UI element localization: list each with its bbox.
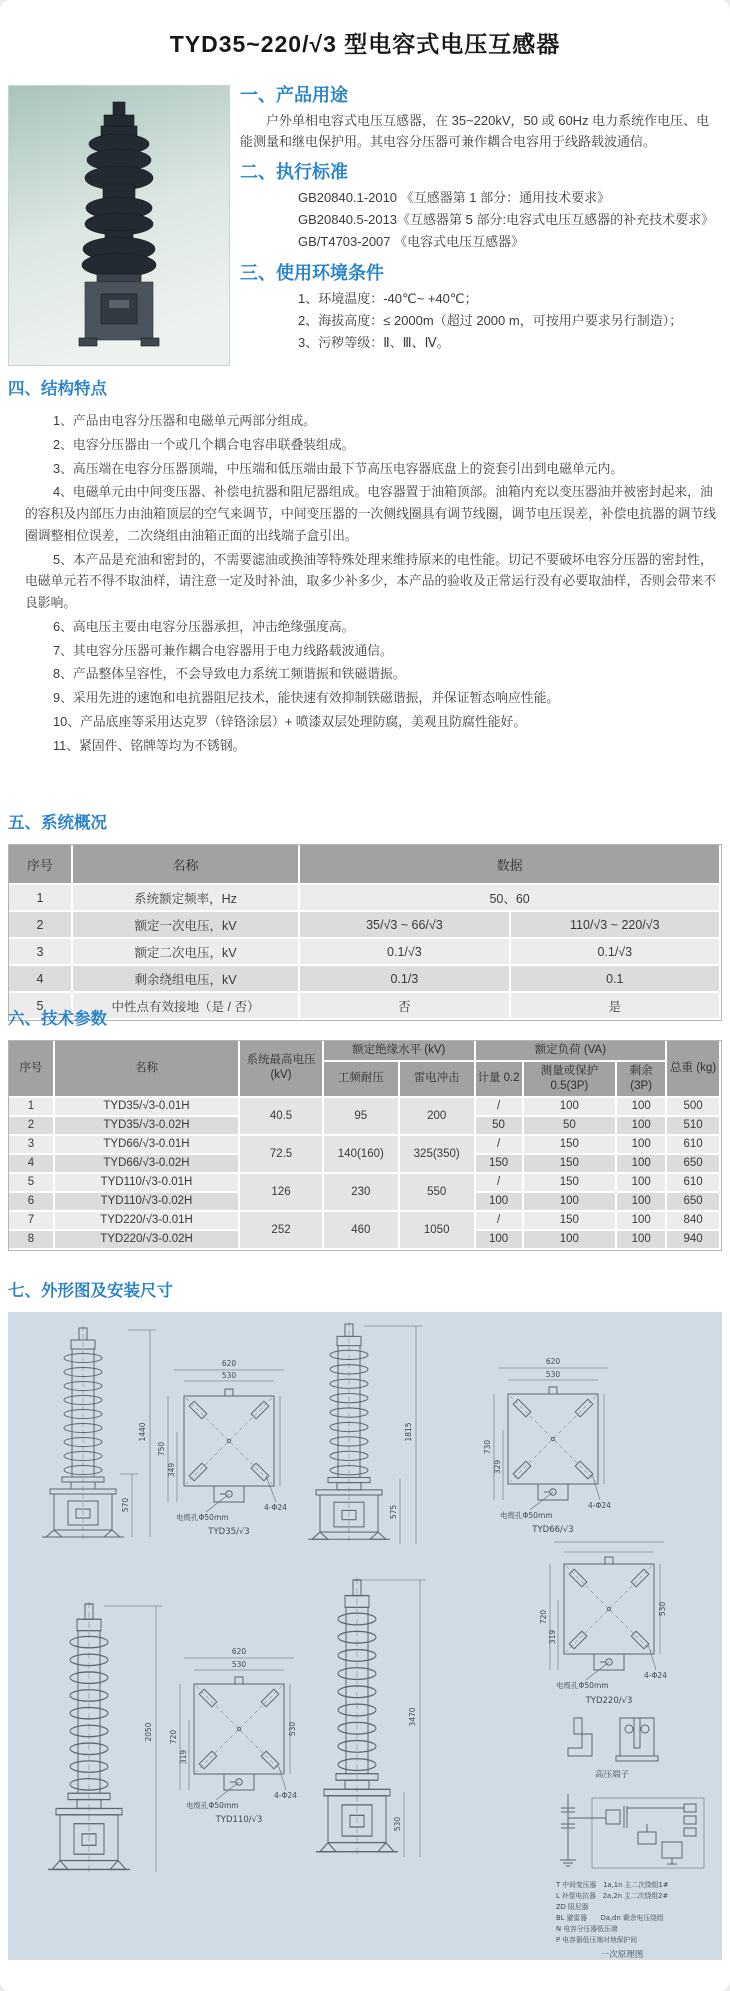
tyd35-top-view [157,1359,287,1537]
right-column [240,85,722,364]
cell: 2 [9,1117,55,1136]
cell: 50 [476,1117,524,1136]
section-structure-features [8,378,722,758]
cell: 0.1/√3 [300,939,510,966]
table-row [9,912,721,939]
table-row [9,966,721,993]
cell: 252 [240,1212,324,1250]
tyd220-side-view [316,1577,426,1857]
cell: 35/√3 ~ 66/√3 [300,912,510,939]
column-header: 剩余 (3P) [617,1062,667,1098]
dim-label: 1815 [404,1422,413,1442]
feature-item: 9、采用先进的速饱和电抗器阻尼技术，能快速有效抑制铁磁谐振，并保证暂态响应性能。 [53,690,560,705]
dim-label: 1440 [138,1422,147,1442]
legend-line: BL 避雷器 Da,dn 剩余电压绕组 [556,1914,664,1922]
cell: 100 [617,1193,667,1212]
feature-item: 6、高电压主要由电容分压器承担，冲击绝缘强度高。 [53,618,355,634]
cell: 72.5 [240,1136,324,1174]
cell: 325(350) [400,1136,476,1174]
cell: 100 [617,1117,667,1136]
dim-label: 620 [221,1359,237,1368]
cell: 是 [511,993,721,1020]
column-header: 名称 [55,1041,240,1098]
cell: 6 [9,1193,55,1212]
cable-hole-label: 电缆孔Φ50mm [500,1511,553,1520]
cell: / [476,1098,524,1117]
hv-terminal-label: 高压端子 [594,1770,630,1780]
cell: 0.1 [511,966,721,993]
legend-line: P 电容器低压端对地保护间 [556,1936,638,1944]
table-header-row [9,845,721,885]
cell: 100 [617,1098,667,1117]
bolt-label: 4-Φ24 [588,1501,611,1510]
cell: 230 [324,1174,400,1212]
cell: / [476,1174,524,1193]
table-row [9,885,721,912]
standard-item: GB20840.1-2010 《互感器第 1 部分：通用技术要求》 [298,190,611,206]
column-header: 名称 [73,845,300,885]
dim-label: 530 [288,1721,297,1737]
product-use-paragraph: 户外单相电容式电压互感器，在 35~220kV，50 或 60Hz 电力系统作电压、电能测量和继电保护用。其电容分压器可兼作耦合电容用于线路载波通信。 [240,113,710,150]
cell: TYD66/√3-0.01H [55,1136,240,1155]
cell: TYD220/√3-0.02H [55,1231,240,1250]
section-heading-system: 五、系统概况 [8,814,107,832]
table-row [9,1212,721,1231]
feature-item: 3、高压端在电容分压器顶端，中压端和低压端由最下节高压电容器底盘上的瓷套引出到电磁单元内。 [53,460,624,476]
legend-line: N 电容分压器低压端 [556,1925,618,1933]
cell: 100 [617,1136,667,1155]
cell: TYD66/√3-0.02H [55,1155,240,1174]
cell: 100 [617,1174,667,1193]
drawing-label: TYD110/√3 [215,1815,263,1825]
cell: 610 [667,1136,721,1155]
feature-item: 10、产品底座等采用达克罗（锌铬涂层）+ 喷漆双层处理防腐，美观且防腐性能好。 [53,713,527,729]
cell: 5 [9,1174,55,1193]
cell: 系统额定频率，Hz [73,885,300,912]
tech-parameters-table [8,1040,722,1251]
cell: 否 [300,993,510,1020]
outline-drawings [8,1312,722,1960]
dim-label: 319 [548,1629,557,1645]
cell: 额定一次电压，kV [73,912,300,939]
standard-item: GB20840.5-2013《互感器第 5 部分:电容式电压互感器的补充技术要求》 [298,212,715,228]
legend-line: ZD 阻尼器 [556,1903,589,1911]
bolt-label: 4-Φ24 [264,1503,287,1512]
cell: TYD35/√3-0.01H [55,1098,240,1117]
column-header: 额定负荷 (VA) [476,1041,667,1062]
dim-label: 750 [157,1441,166,1457]
feature-item: 11、紧固件、铭牌等均为不锈钢。 [53,737,246,753]
dim-label: 720 [169,1729,178,1745]
column-header: 序号 [9,1041,55,1098]
cell: 5 [9,993,73,1020]
cell: 460 [324,1212,400,1250]
table-row [9,939,721,966]
dim-label: 349 [167,1462,176,1478]
cell: 额定二次电压，kV [73,939,300,966]
feature-item: 7、其电容分压器可兼作耦合电容器用于电力线路载波通信。 [53,642,393,658]
cell: 100 [617,1155,667,1174]
cell: 150 [524,1174,618,1193]
cell: 100 [524,1098,618,1117]
tyd110-side-view [48,1601,162,1873]
table-row [9,1174,721,1193]
feature-item: 8、产品整体呈容性，不会导致电力系统工频谐振和铁磁谐振。 [53,666,406,682]
cell: 1 [9,885,73,912]
cell: 0.1/3 [300,966,510,993]
dim-label: 530 [545,1370,561,1379]
cable-hole-label: 电缆孔Φ50mm [176,1513,229,1522]
cell: 100 [524,1231,618,1250]
dim-label: 530 [231,1660,247,1669]
section-outline-drawings [8,1280,722,1960]
cable-hole-label: 电缆孔Φ50mm [186,1801,239,1810]
cell: 500 [667,1098,721,1117]
section-heading-environment: 三、使用环境条件 [240,263,384,283]
drawing-label: TYD220/√3 [585,1696,633,1706]
column-header: 测量或保护 0.5(3P) [524,1062,618,1098]
cable-hole-label: 电缆孔Φ50mm [556,1681,609,1690]
cell: TYD220/√3-0.01H [55,1212,240,1231]
cell: / [476,1212,524,1231]
primary-schematic [560,1794,704,1868]
cell: 840 [667,1212,721,1231]
cell: 610 [667,1174,721,1193]
cell: 940 [667,1231,721,1250]
tyd66-side-view [308,1322,422,1544]
column-header: 序号 [9,845,73,885]
section-system-overview [8,812,722,1021]
schematic-caption: 一次原理图 [600,1950,644,1960]
column-header: 数据 [300,845,721,885]
legend-line: L 补偿电抗器 2a,2n 主二次绕组2# [556,1892,669,1900]
tyd35-side-view [42,1326,156,1540]
cell: 3 [9,1136,55,1155]
section-tech-parameters [8,1008,722,1251]
cell: TYD35/√3-0.02H [55,1117,240,1136]
dim-label: 3470 [408,1707,417,1727]
cell: 1050 [400,1212,476,1250]
cell: 200 [400,1098,476,1136]
dim-label: 620 [545,1357,561,1366]
page-title: TYD35~220/√3 型电容式电压互感器 [169,31,561,57]
dim-label: 329 [493,1459,502,1475]
legend-line: T 中间变压器 1a,1n 主二次绕组1# [556,1881,669,1889]
cell: TYD110/√3-0.02H [55,1193,240,1212]
dim-label: 2050 [144,1722,153,1742]
standards-list [240,187,722,253]
standard-item: GB/T4703-2007 《电容式电压互感器》 [298,234,525,250]
cell: 150 [524,1136,618,1155]
environment-item: 3、污秽等级：Ⅱ、Ⅲ、Ⅳ。 [298,334,450,350]
dim-label: 570 [121,1497,130,1513]
cell: 50 [524,1117,618,1136]
cell: 100 [476,1193,524,1212]
column-header: 雷电冲击 [400,1062,476,1098]
cell: 40.5 [240,1098,324,1136]
cell: 100 [476,1231,524,1250]
column-header: 总重 (kg) [667,1041,721,1098]
cell: 510 [667,1117,721,1136]
table-row [9,1136,721,1155]
cell: 剩余绕组电压，kV [73,966,300,993]
dim-label: 319 [179,1749,188,1765]
section-heading-standards: 二、执行标准 [240,162,348,183]
column-header: 系统最高电压 (kV) [240,1041,324,1098]
feature-item: 5、本产品是充油和密封的，不需要滤油或换油等特殊处理来维持原来的电性能。切记不要破坏电容分压器的密封性，电磁单元若不得不取油样，请注意一定及时补油，取多少补多少，本产品的验收及正常运行没有必要取油样，否则会带来不良影响。 [25,551,717,610]
column-header: 工频耐压 [324,1062,400,1098]
cell: 4 [9,1155,55,1174]
tyd66-top-view [483,1357,611,1535]
cell: 0.1/√3 [511,939,721,966]
cell: 95 [324,1098,400,1136]
cell: 110/√3 ~ 220/√3 [511,912,721,939]
cell: 100 [524,1193,618,1212]
column-header: 计量 0.2 [476,1062,524,1098]
hv-terminal-drawing [568,1718,658,1780]
bolt-label: 4-Φ24 [644,1671,667,1680]
section-heading-structure: 四、结构特点 [8,380,107,398]
cell: 100 [617,1231,667,1250]
environment-list [240,288,722,354]
cell: 8 [9,1231,55,1250]
drawing-label: TYD35/√3 [208,1527,250,1537]
feature-item: 1、产品由电容分压器和电磁单元两部分组成。 [53,413,317,428]
cell: 100 [617,1212,667,1231]
cell: 550 [400,1174,476,1212]
feature-item: 2、电容分压器由一个或几个耦合电容串联叠装组成。 [53,436,355,452]
cell: 140(160) [324,1136,400,1174]
cell: 3 [9,939,73,966]
cell: 2 [9,912,73,939]
table-row [9,1098,721,1117]
environment-item: 1、环境温度：-40℃~ +40℃； [298,291,478,306]
dim-label: 530 [393,1816,402,1832]
product-photo [8,85,230,366]
dim-label: 720 [539,1609,548,1625]
dim-label: 575 [389,1504,398,1520]
bolt-label: 4-Φ24 [274,1791,297,1800]
drawings-panel [8,1312,722,1960]
dim-label: 620 [231,1647,247,1656]
feature-item: 4、电磁单元由中间变压器、补偿电抗器和阻尼器组成。电容器置于油箱顶部。油箱内充以变压器油并被密封起来，油的容积及内部压力由油箱顶层的空气来调节，中间变压器的一次侧线圈具有调节线圈，调节电压误差，补偿电抗器的调节线圈调整相位误差，二次绕组由油箱正面的出线端子盒引出。 [25,484,717,543]
cell: 650 [667,1155,721,1174]
tyd220-top-view [539,1542,667,1706]
cell: 650 [667,1193,721,1212]
section-heading-tech: 六、技术参数 [8,1010,107,1028]
cell: / [476,1136,524,1155]
cell: TYD110/√3-0.01H [55,1174,240,1193]
environment-item: 2、海拔高度：≤ 2000m（超过 2000 m，可按用户要求另行制造）； [298,312,683,328]
cell: 150 [524,1155,618,1174]
tyd110-top-view [169,1647,297,1825]
cell: 7 [9,1212,55,1231]
column-header: 额定绝缘水平 (kV) [324,1041,476,1062]
cell: 1 [9,1098,55,1117]
product-photo-illustration [9,86,229,365]
dim-label: 530 [221,1371,237,1380]
drawing-label: TYD66/√3 [532,1525,574,1535]
cell: 126 [240,1174,324,1212]
cell: 50、60 [300,885,721,912]
schematic-legend [555,1880,669,1960]
dim-label: 530 [658,1601,667,1617]
section-heading-use: 一、产品用途 [240,85,348,105]
cell: 150 [524,1212,618,1231]
cell: 4 [9,966,73,993]
section-heading-outline: 七、外形图及安装尺寸 [8,1282,173,1300]
dim-label: 730 [483,1439,492,1455]
cell: 150 [476,1155,524,1174]
table-header-row [9,1041,721,1062]
system-overview-table [8,844,722,1021]
cell: 中性点有效接地（是 / 否） [73,993,300,1020]
